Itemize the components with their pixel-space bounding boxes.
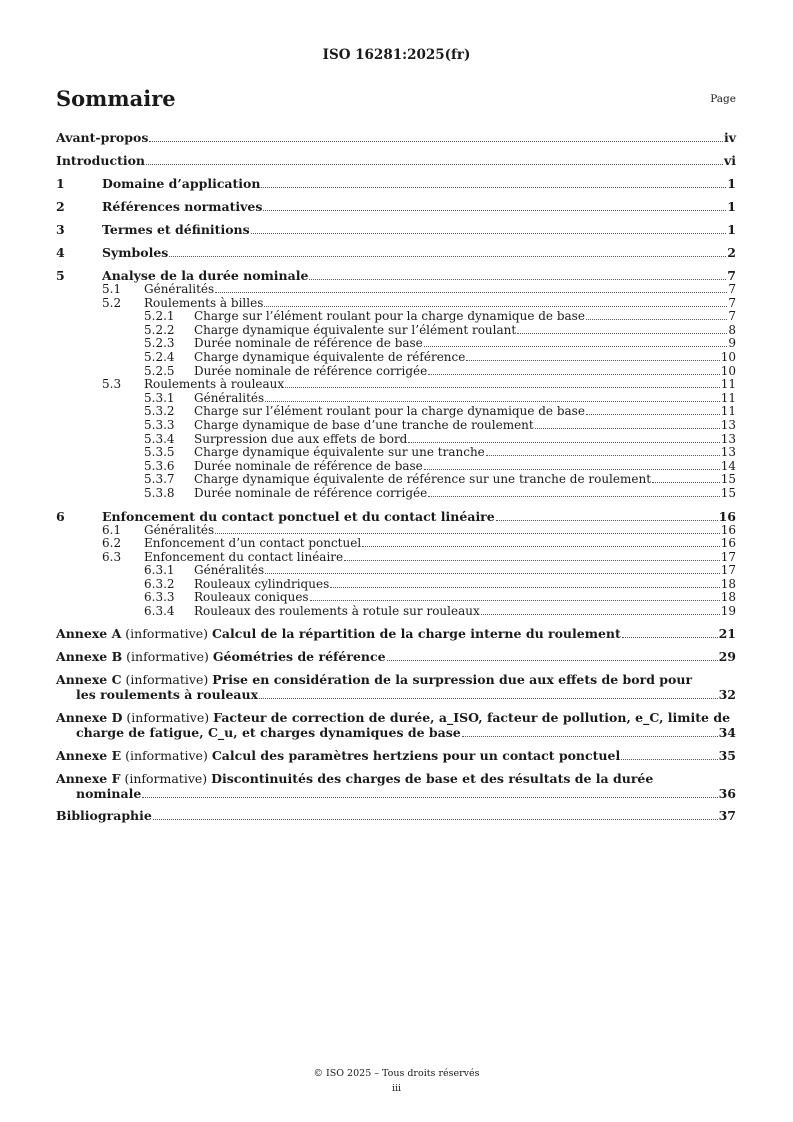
table-of-contents [56, 130, 736, 823]
toc-entry[interactable] [56, 337, 736, 351]
toc-entry-page: 17 [720, 549, 736, 564]
toc-entry-number: 5.2.5 [144, 363, 175, 378]
toc-entry-page: 16 [720, 536, 736, 551]
toc-annex-b[interactable] [56, 649, 736, 664]
toc-entry-number: 5.3.5 [144, 445, 175, 460]
toc-entry-title: Charge dynamique équivalente sur l’élément roulant [194, 322, 517, 337]
toc-leader-dots [264, 306, 727, 307]
toc-entry-number: 5.1 [102, 282, 122, 296]
bibliography-page: 37 [718, 807, 736, 823]
toc-entry-number: 5 [56, 268, 65, 283]
toc-entry-number: 6.3.2 [144, 576, 175, 591]
annex-label: Annexe C [56, 671, 122, 687]
toc-leader-dots [428, 374, 719, 375]
toc-entry-title: Rouleaux coniques [194, 590, 309, 605]
toc-entry-title: Rouleaux des roulements à rotule sur rouleaux [194, 604, 480, 619]
toc-entry[interactable] [56, 446, 736, 460]
toc-entry-page: 7 [727, 268, 736, 283]
toc-entry[interactable] [56, 433, 736, 447]
toc-leader-dots [424, 346, 728, 347]
toc-entry[interactable] [56, 405, 736, 419]
toc-entry-title: Généralités [194, 390, 265, 405]
toc-entry-number: 5.2.1 [144, 309, 175, 324]
toc-entry-page: 15 [720, 485, 736, 500]
toc-entry-page: 7 [728, 309, 736, 324]
toc-entry-number: 3 [56, 222, 65, 237]
toc-entry-number: 2 [56, 199, 65, 214]
toc-entry-page: 9 [728, 336, 736, 351]
toc-entry-title: Roulements à billes [144, 295, 264, 310]
toc-entry-title: Roulements à rouleaux [144, 377, 285, 392]
toc-entry-number: 6.3 [102, 549, 122, 564]
toc-entry-page: vi [723, 153, 736, 168]
annex-title: Discontinuités des charges de base et des résultats de la durée [211, 770, 654, 786]
toc-entry-number: 6.2 [102, 536, 122, 551]
toc-entry[interactable] [56, 392, 736, 406]
toc-entry-page: 1 [727, 176, 736, 191]
toc-entry[interactable] [56, 487, 736, 501]
toc-entry-page: 14 [720, 458, 736, 473]
annex-label: Annexe A [56, 625, 122, 641]
toc-entry-page: 16 [720, 522, 736, 537]
toc-entry[interactable] [56, 524, 736, 538]
annex-info: (informative) [125, 747, 208, 763]
copyright-notice: © ISO 2025 – Tous droits réservés [313, 1068, 480, 1079]
toc-entry-number: 6.3.1 [144, 563, 175, 578]
toc-entry-title: Surpression due aux effets de bord [194, 431, 408, 446]
annex-page: 36 [718, 785, 736, 801]
annex-title: Prise en considération de la surpression due aux effets de bord pour [212, 671, 693, 687]
toc-entry[interactable] [56, 365, 736, 379]
annex-info: (informative) [124, 770, 208, 786]
toc-leader-dots [424, 469, 720, 470]
toc-leader-dots [285, 387, 720, 388]
toc-leader-dots [149, 141, 723, 142]
toc-entry-title: Charge dynamique équivalente de référence sur une tranche de roulement [194, 472, 652, 487]
annex-title: Géométries de référence [212, 648, 386, 664]
toc-entry-page: 18 [720, 576, 736, 591]
toc-entry[interactable] [56, 176, 736, 191]
bibliography-title: Bibliographie [56, 807, 152, 823]
annex-title: Facteur de correction de durée, a_ISO, facteur de pollution, e_C, limite de [213, 709, 731, 725]
annex-title-cont: charge de fatigue, C_u, et charges dynamiques de base [76, 724, 461, 740]
toc-entry[interactable] [56, 310, 736, 324]
toc-leader-dots [517, 333, 727, 334]
toc-leader-dots [215, 533, 720, 534]
annex-label: Annexe E [56, 747, 122, 763]
toc-entry-page: iv [723, 130, 736, 145]
toc-entry-number: 5.3.7 [144, 472, 175, 487]
toc-entry-page: 19 [720, 604, 736, 619]
annex-page: 35 [718, 747, 736, 763]
toc-leader-dots [146, 164, 723, 165]
toc-leader-dots [408, 442, 719, 443]
toc-leader-dots [261, 187, 726, 188]
toc-entry-number: 5.3.6 [144, 458, 175, 473]
toc-entry-page: 13 [720, 431, 736, 446]
toc-entry[interactable] [56, 419, 736, 433]
page-footer [0, 1066, 793, 1096]
toc-entry[interactable] [56, 245, 736, 260]
toc-entry-number: 5.2.4 [144, 349, 175, 364]
toc-annex-c[interactable] [56, 672, 736, 702]
toc-annex-f[interactable] [56, 771, 736, 801]
toc-entry-page: 11 [720, 377, 736, 392]
toc-entry-title: Enfoncement d’un contact ponctuel [144, 536, 362, 551]
toc-entry-page: 7 [728, 282, 736, 296]
annex-title: Calcul des paramètres hertziens pour un contact ponctuel [211, 747, 621, 763]
toc-entry[interactable] [56, 297, 736, 311]
toc-leader-dots [309, 279, 726, 280]
toc-entry-number: 5.3.8 [144, 485, 175, 500]
toc-leader-dots [263, 210, 726, 211]
toc-entry-page: 11 [720, 404, 736, 419]
toc-entry-number: 5.3.1 [144, 390, 175, 405]
annex-label: Annexe F [56, 770, 121, 786]
toc-entry-title: Avant-propos [56, 130, 149, 145]
toc-entry-title: Durée nominale de référence de base [194, 458, 423, 473]
toc-entry-title: Termes et définitions [102, 222, 250, 237]
toc-entry-number: 6.3.4 [144, 604, 175, 619]
toc-entry-page: 13 [720, 417, 736, 432]
toc-leader-dots [496, 520, 718, 521]
page-column-label: Page [710, 93, 736, 105]
annex-page: 32 [718, 686, 736, 702]
toc-leader-dots [251, 233, 727, 234]
toc-entry-page: 11 [720, 390, 736, 405]
toc-entry-title: Généralités [144, 522, 215, 537]
toc-entry[interactable] [56, 153, 736, 168]
toc-leader-dots [310, 600, 720, 601]
toc-entry[interactable] [56, 473, 736, 487]
toc-leader-dots [330, 587, 719, 588]
toc-entry-page: 1 [727, 222, 736, 237]
toc-leader-dots [466, 360, 719, 361]
toc-entry-title: Durée nominale de référence de base [194, 336, 423, 351]
toc-leader-dots [344, 560, 720, 561]
toc-entry-number: 1 [56, 176, 65, 191]
toc-entry-page: 1 [727, 199, 736, 214]
annex-info: (informative) [126, 648, 209, 664]
annex-info: (informative) [126, 709, 210, 725]
toc-leader-dots [486, 455, 720, 456]
toc-entry-title: Charge dynamique de base d’une tranche de roulement [194, 417, 534, 432]
toc-entry-title: Charge sur l’élément roulant pour la charge dynamique de base [194, 404, 585, 419]
toc-entry-title: Charge dynamique équivalente de référence [194, 349, 466, 364]
toc-entry-title: Symboles [102, 245, 169, 260]
toc-leader-dots [169, 256, 726, 257]
toc-entry-page: 2 [727, 245, 736, 260]
toc-entry-page: 7 [728, 295, 736, 310]
toc-entry[interactable] [56, 551, 736, 565]
toc-annex-d[interactable] [56, 710, 736, 740]
toc-entry-title: Charge sur l’élément roulant pour la charge dynamique de base [194, 309, 585, 324]
toc-entry-number: 6.3.3 [144, 590, 175, 605]
toc-entry-page: 13 [720, 445, 736, 460]
toc-entry-page: 10 [720, 363, 736, 378]
toc-leader-dots [428, 496, 719, 497]
toc-leader-dots [362, 546, 720, 547]
toc-entries [56, 130, 736, 619]
toc-entry-page: 18 [720, 590, 736, 605]
page-number: iii [391, 1083, 402, 1094]
toc-entry[interactable] [56, 378, 736, 392]
annex-info: (informative) [125, 625, 208, 641]
toc-annex-e[interactable] [56, 748, 736, 763]
toc-entry-page: 16 [718, 508, 736, 524]
toc-entry[interactable] [56, 578, 736, 592]
toc-entry-title: Enfoncement du contact ponctuel et du contact linéaire [102, 508, 495, 524]
toc-entry-title: Enfoncement du contact linéaire [144, 549, 344, 564]
toc-entry-number: 5.3 [102, 377, 122, 392]
toc-entry-title: Introduction [56, 153, 146, 168]
toc-entry[interactable] [56, 537, 736, 551]
toc-leader-dots [215, 292, 727, 293]
toc-entry-number: 4 [56, 245, 65, 260]
toc-entry-page: 10 [720, 349, 736, 364]
toc-leader-dots [652, 482, 720, 483]
toc-entry-page: 15 [720, 472, 736, 487]
toc-leader-dots [586, 319, 727, 320]
toc-entry-title: Généralités [194, 563, 265, 578]
toc-entry-number: 5.2.2 [144, 322, 175, 337]
annex-label: Annexe B [56, 648, 123, 664]
toc-entry-number: 5.3.4 [144, 431, 175, 446]
toc-entry[interactable] [56, 130, 736, 145]
toc-entry-number: 6 [56, 508, 65, 524]
toc-leader-dots [586, 414, 720, 415]
toc-entry[interactable] [56, 283, 736, 297]
toc-entry-page: 8 [728, 322, 736, 337]
toc-entry[interactable] [56, 605, 736, 619]
annex-page: 21 [718, 625, 736, 641]
toc-entry-title: Références normatives [102, 199, 263, 214]
toc-entry-number: 5.2.3 [144, 336, 175, 351]
toc-bibliography[interactable] [56, 808, 736, 823]
toc-leader-dots [265, 401, 720, 402]
annex-page: 34 [718, 724, 736, 740]
toc-entry[interactable] [56, 324, 736, 338]
toc-entry-title: Durée nominale de référence corrigée [194, 363, 428, 378]
annex-title-cont: nominale [76, 785, 142, 801]
toc-entry[interactable] [56, 591, 736, 605]
toc-entry-title: Généralités [144, 282, 215, 296]
annex-page: 29 [718, 648, 736, 664]
toc-entry-number: 5.3.2 [144, 404, 175, 419]
toc-entry[interactable] [56, 222, 736, 237]
toc-entry-number: 5.2 [102, 295, 122, 310]
toc-entry-title: Rouleaux cylindriques [194, 576, 330, 591]
toc-entry[interactable] [56, 460, 736, 474]
toc-leader-dots [535, 428, 720, 429]
toc-leader-dots [265, 573, 720, 574]
toc-entry[interactable] [56, 268, 736, 283]
toc-entry-title: Domaine d’application [102, 176, 261, 191]
toc-entry-title: Analyse de la durée nominale [102, 268, 309, 283]
toc-entry-title: Charge dynamique équivalente sur une tranche [194, 445, 485, 460]
annex-label: Annexe D [56, 709, 123, 725]
toc-entry-number: 5.3.3 [144, 417, 175, 432]
toc-leader-dots [481, 614, 720, 615]
toc-title: Sommaire [56, 86, 176, 111]
annex-title-cont: les roulements à rouleaux [76, 686, 259, 702]
document-id-header: ISO 16281:2025(fr) [322, 47, 471, 63]
toc-entry[interactable] [56, 351, 736, 365]
toc-annex-a[interactable] [56, 626, 736, 641]
toc-entry-page: 17 [720, 563, 736, 578]
toc-entry[interactable] [56, 199, 736, 214]
toc-entry-number: 6.1 [102, 522, 122, 537]
toc-entry[interactable] [56, 564, 736, 578]
annex-title: Calcul de la répartition de la charge interne du roulement [211, 625, 621, 641]
toc-entry-title: Durée nominale de référence corrigée [194, 485, 428, 500]
annex-info: (informative) [125, 671, 209, 687]
toc-entry[interactable] [56, 509, 736, 524]
